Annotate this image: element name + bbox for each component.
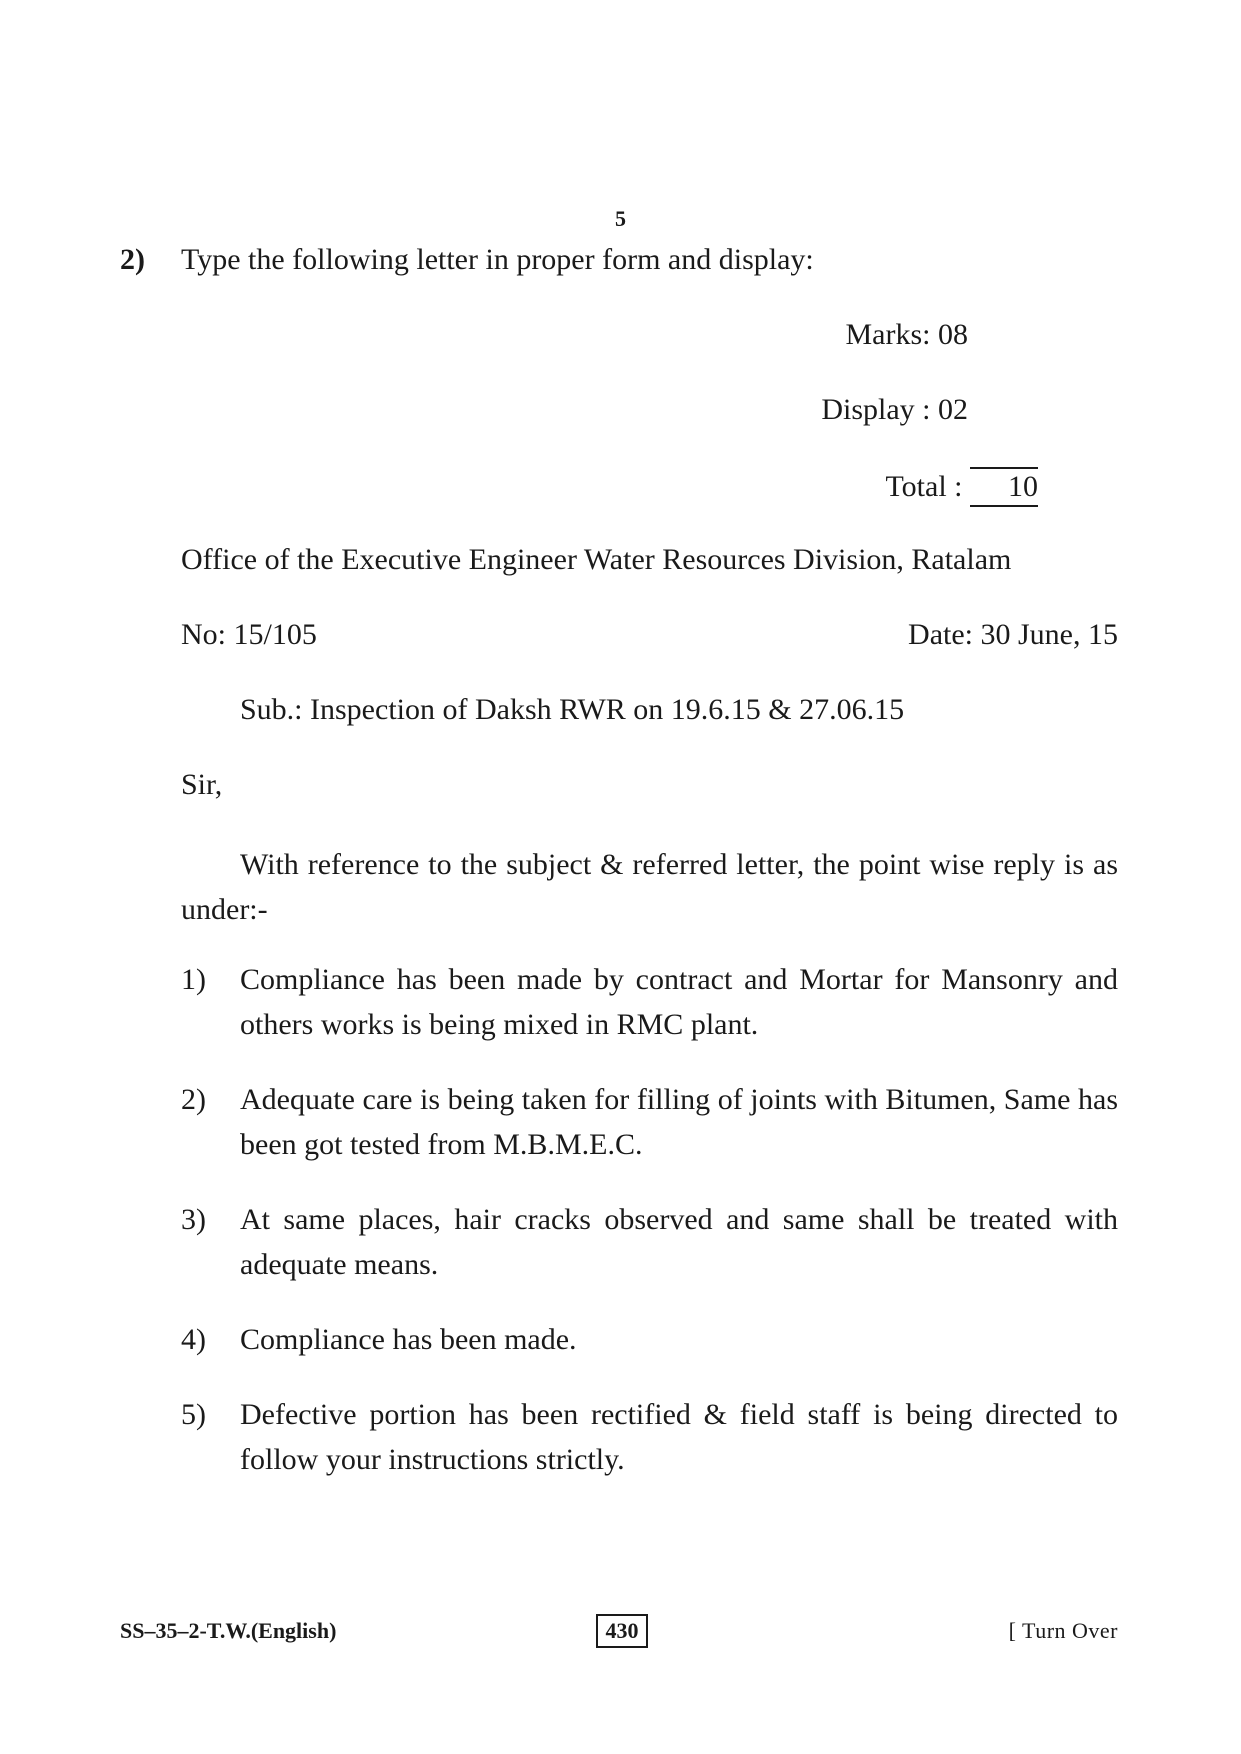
total-marks-line — [885, 467, 1038, 507]
question-instruction: Type the following letter in proper form and display: — [181, 243, 814, 276]
reply-point-number: 1) — [181, 963, 206, 996]
letter-salutation: Sir, — [181, 768, 223, 801]
reply-point-text: Compliance has been made by contract and Mortar for Mansonry and others works is being mixed in RMC plant. — [240, 963, 1118, 1041]
reply-point — [181, 1392, 1118, 1482]
display-marks-line: Display : 02 — [821, 393, 968, 426]
reply-point — [181, 1077, 1118, 1167]
footer-turn-over: [ Turn Over — [1008, 1618, 1118, 1643]
reply-point-text: Defective portion has been rectified & field staff is being directed to follow your instructions strictly. — [240, 1398, 1118, 1476]
reply-point-text: At same places, hair cracks observed and same shall be treated with adequate means. — [240, 1203, 1118, 1281]
total-label: Total : — [885, 470, 963, 503]
letter-intro-paragraph: With reference to the subject & referred letter, the point wise reply is as under:- — [181, 848, 1118, 926]
reply-point — [181, 957, 1118, 1047]
marks-line: Marks: 08 — [845, 318, 968, 351]
reply-point-number: 4) — [181, 1323, 206, 1356]
reply-point — [181, 1317, 1118, 1362]
letter-subject: Sub.: Inspection of Daksh RWR on 19.6.15 & 27.06.15 — [240, 693, 905, 726]
reply-point-text: Adequate care is being taken for filling of joints with Bitumen, Same has been got tested from M.B.M.E.C. — [240, 1083, 1118, 1161]
reply-points-list — [181, 957, 1118, 1512]
question-number: 2) — [120, 243, 145, 276]
reply-point-text: Compliance has been made. — [240, 1323, 577, 1356]
reply-point-number: 3) — [181, 1203, 206, 1236]
reply-point-number: 2) — [181, 1083, 206, 1116]
total-value: 10 — [970, 467, 1038, 507]
footer-paper-code: SS–35–2-T.W.(English) — [120, 1618, 337, 1643]
letter-office: Office of the Executive Engineer Water Resources Division, Ratalam — [181, 543, 1012, 576]
letter-date: Date: 30 June, 15 — [908, 618, 1118, 651]
reply-point — [181, 1197, 1118, 1287]
letter-reference-number: No: 15/105 — [181, 618, 317, 651]
footer-page-box: 430 — [596, 1614, 648, 1648]
reply-point-number: 5) — [181, 1398, 206, 1431]
page-number: 5 — [615, 206, 626, 231]
